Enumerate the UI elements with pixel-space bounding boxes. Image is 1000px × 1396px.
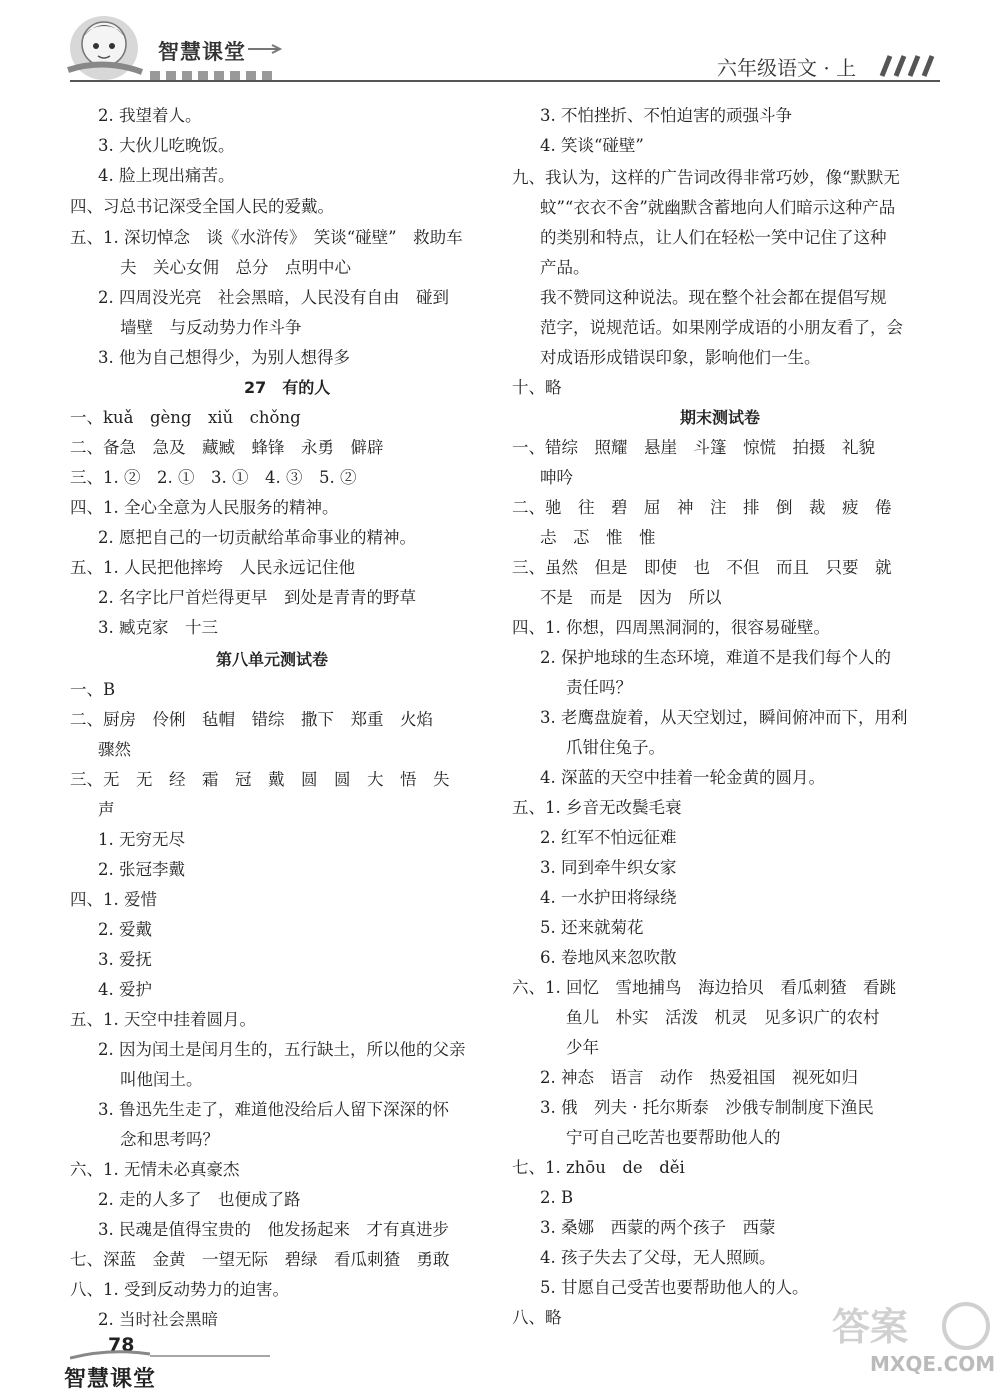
answer-line: 不是 而是 因为 所以	[540, 588, 722, 607]
answer-line: 2. 当时社会黑暗	[98, 1310, 218, 1329]
answer-line: 3. 鲁迅先生走了，难道他没给后人留下深深的怀	[98, 1100, 449, 1119]
answer-line: 夫 关心女佣 总分 点明中心	[120, 258, 351, 277]
answer-line: 责任吗？	[566, 678, 632, 697]
section-title: 期末测试卷	[680, 408, 761, 427]
answer-line: 2. 名字比尸首烂得更早 到处是青青的野草	[98, 588, 416, 607]
answer-line: 九、我认为，这样的广告词改得非常巧妙，像“默默无	[512, 168, 900, 187]
answer-line: 4. 脸上现出痛苦。	[98, 166, 235, 185]
answer-line: 5. 甘愿自己受苦也要帮助他人的人。	[540, 1278, 809, 1297]
answer-line: 宁可自己吃苦也要帮助他人的	[566, 1128, 781, 1147]
answer-line: 3. 俄 列夫 · 托尔斯泰 沙俄专制制度下渔民	[540, 1098, 874, 1117]
answer-line: 3. 老鹰盘旋着，从天空划过，瞬间俯冲而下，用利	[540, 708, 908, 727]
answer-line: 声	[98, 800, 115, 819]
answer-line: 3. 同到牵牛织女家	[540, 858, 677, 877]
answer-line: 4. 深蓝的天空中挂着一轮金黄的圆月。	[540, 768, 825, 787]
section-title: 第八单元测试卷	[216, 650, 329, 669]
answer-line: 四、习总书记深受全国人民的爱戴。	[70, 197, 334, 216]
page-number: 78	[108, 1334, 135, 1356]
answer-line: 的类别和特点，让人们在轻松一笑中记住了这种	[540, 228, 887, 247]
answer-line: 七、深蓝 金黄 一望无际 碧绿 看瓜刺猹 勇敢	[70, 1250, 450, 1269]
answer-line: 2. 红军不怕远征难	[540, 828, 677, 847]
answer-line: 念和思考吗？	[120, 1130, 219, 1149]
answer-line: 四、1. 你想，四周黑洞洞的，很容易碰壁。	[512, 618, 830, 637]
answer-line: 范字，说规范话。如果刚学成语的小朋友看了，会	[540, 318, 903, 337]
answer-line: 3. 爱抚	[98, 950, 152, 969]
page-header	[0, 0, 1000, 92]
answer-line: 三、虽然 但是 即使 也 不但 而且 只要 就	[512, 558, 892, 577]
answer-line: 三、无 无 经 霜 冠 戴 圆 圆 大 悟 失	[70, 770, 450, 789]
answer-line: 5. 还来就菊花	[540, 918, 644, 937]
answer-line: 3. 大伙儿吃晚饭。	[98, 136, 235, 155]
answer-line: 2. 张冠李戴	[98, 860, 185, 879]
answer-line: 2. 因为闰土是闰月生的，五行缺土，所以他的父亲	[98, 1040, 466, 1059]
mascot-girl-icon	[62, 8, 146, 86]
answer-line: 四、1. 全心全意为人民服务的精神。	[70, 498, 339, 517]
answer-line: 三、1. ② 2. ① 3. ① 4. ③ 5. ②	[70, 468, 357, 487]
answer-line: 六、1. 无情未必真豪杰	[70, 1160, 240, 1179]
answer-line: 二、厨房 伶俐 毡帽 错综 撒下 郑重 火焰	[70, 710, 433, 729]
watermark-text: MXQE.COM	[870, 1352, 996, 1376]
footer-arrow-icon	[70, 1348, 270, 1362]
answer-line: 2. 神态 语言 动作 热爱祖国 视死如归	[540, 1068, 858, 1087]
decorative-slashes-icon	[872, 54, 942, 78]
answer-line: 3. 臧克家 十三	[98, 618, 218, 637]
answer-line: 四、1. 爱惜	[70, 890, 157, 909]
answer-line: 蚊”“衣衣不舍”就幽默含蓄地向人们暗示这种产品	[540, 198, 896, 217]
header-subject: 六年级语文 · 上	[717, 56, 857, 80]
answer-line: 七、1. zhōu de děi	[512, 1158, 685, 1177]
answer-line: 产品。	[540, 258, 590, 277]
answer-line: 一、B	[70, 680, 116, 699]
answer-line: 五、1. 人民把他摔垮 人民永远记住他	[70, 558, 355, 577]
watermark-logo-icon	[826, 1300, 996, 1390]
answer-line: 呻吟	[540, 468, 573, 487]
answer-line: 五、1. 深切悼念 谈《水浒传》 笑谈“碰壁” 救助车	[70, 228, 463, 247]
answer-line: 1. 无穷无尽	[98, 830, 185, 849]
answer-line: 2. 走的人多了 也便成了路	[98, 1190, 301, 1209]
footer-brand: 智慧课堂	[64, 1367, 157, 1392]
answer-line: 6. 卷地风来忽吹散	[540, 948, 677, 967]
answer-line: 六、1. 回忆 雪地捕鸟 海边拾贝 看瓜刺猹 看跳	[512, 978, 896, 997]
answer-line: 4. 一水护田将绿绕	[540, 888, 677, 907]
header-dots	[150, 66, 290, 78]
answer-line: 对成语形成错误印象，影响他们一生。	[540, 348, 821, 367]
answer-line: 一、kuǎ gèng xiǔ chǒng	[70, 408, 301, 427]
answer-line: 骤然	[98, 740, 131, 759]
answer-line: 五、1. 乡音无改鬓毛衰	[512, 798, 682, 817]
answer-line: 五、1. 天空中挂着圆月。	[70, 1010, 256, 1029]
answer-line: 3. 民魂是值得宝贵的 他发扬起来 才有真进步	[98, 1220, 449, 1239]
answer-line: 忐 忑 惟 惟	[540, 528, 656, 547]
answer-line: 叫他闰土。	[120, 1070, 203, 1089]
answer-line: 少年	[566, 1038, 599, 1057]
answer-line: 一、错综 照耀 悬崖 斗篷 惊慌 拍摄 礼貌	[512, 438, 875, 457]
answer-line: 4. 笑谈“碰壁”	[540, 136, 644, 155]
answer-line: 4. 爱护	[98, 980, 152, 999]
answer-line: 2. 愿把自己的一切贡献给革命事业的精神。	[98, 528, 416, 547]
svg-text:答案: 答案	[832, 1305, 909, 1349]
answer-line: 二、驰 往 碧 屈 神 注 排 倒 裁 疲 倦	[512, 498, 892, 517]
answer-line: 2. 爱戴	[98, 920, 152, 939]
answer-line: 八、略	[512, 1308, 562, 1327]
answer-line: 2. B	[540, 1188, 574, 1207]
answer-line: 3. 桑娜 西蒙的两个孩子 西蒙	[540, 1218, 776, 1237]
answer-line: 八、1. 受到反动势力的迫害。	[70, 1280, 289, 1299]
answer-line: 墙壁 与反动势力作斗争	[120, 318, 302, 337]
header-brand: 智慧课堂	[158, 40, 246, 64]
answer-line: 2. 我望着人。	[98, 106, 202, 125]
answer-line: 爪钳住兔子。	[566, 738, 665, 757]
answer-line: 2. 四周没光亮 社会黑暗，人民没有自由 碰到	[98, 288, 449, 307]
answer-line: 我不赞同这种说法。现在整个社会都在提倡写规	[540, 288, 887, 307]
answer-line: 2. 保护地球的生态环境，难道不是我们每个人的	[540, 648, 891, 667]
answer-line: 二、备急 急及 藏臧 蜂锋 永勇 僻辟	[70, 438, 384, 457]
arrow-icon	[248, 44, 286, 54]
answer-line: 4. 孩子失去了父母，无人照顾。	[540, 1248, 776, 1267]
answer-line: 鱼儿 朴实 活泼 机灵 见多识广的农村	[566, 1008, 880, 1027]
answer-line: 3. 不怕挫折、不怕迫害的顽强斗争	[540, 106, 792, 125]
answer-line: 十、略	[512, 378, 562, 397]
section-title: 27 有的人	[244, 378, 331, 397]
answer-line: 3. 他为自己想得少，为别人想得多	[98, 348, 350, 367]
